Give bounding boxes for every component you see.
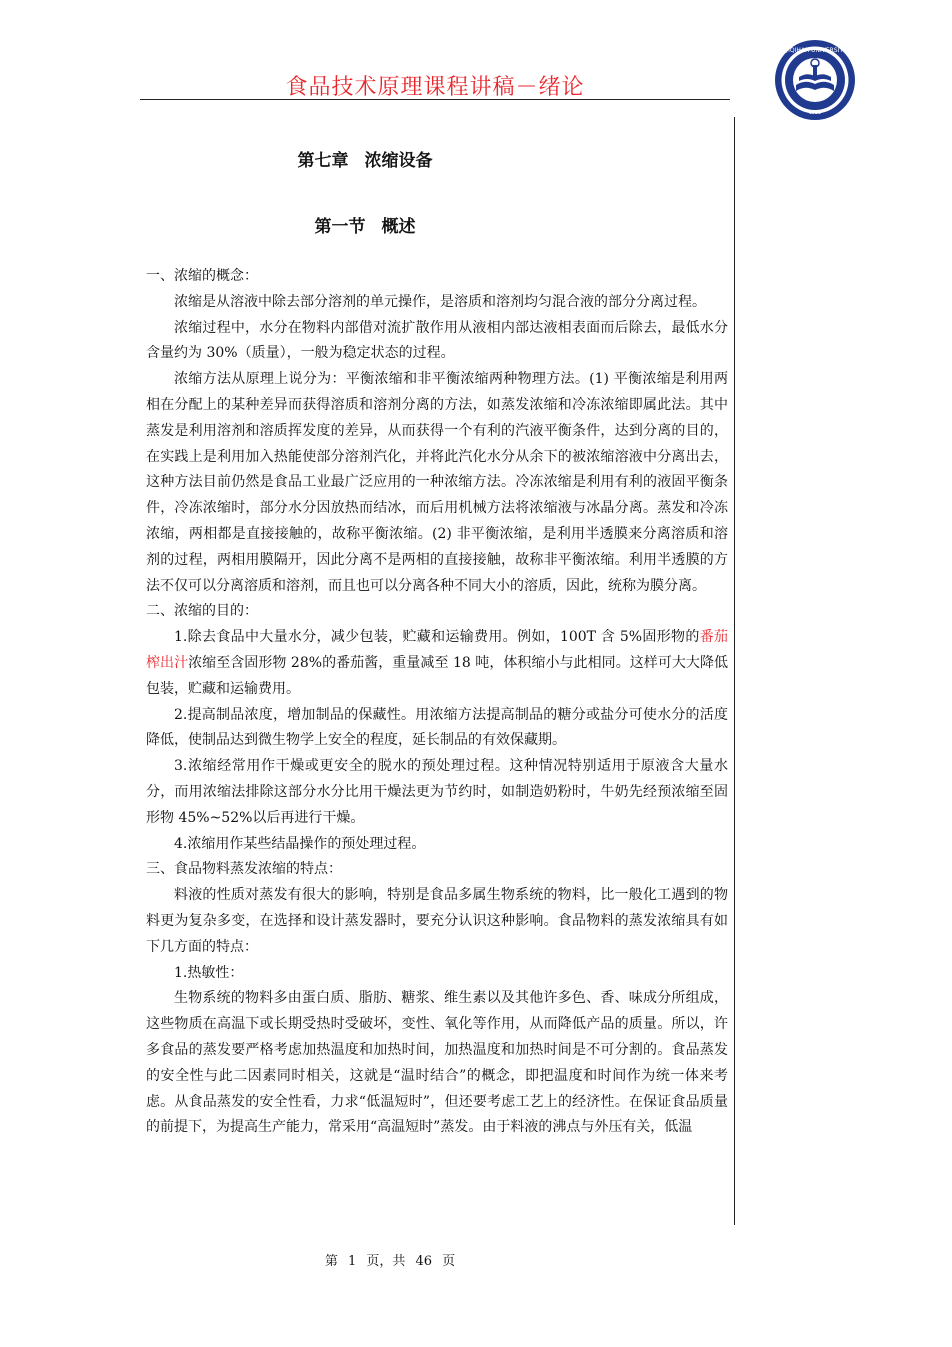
paragraph: 料液的性质对蒸发有很大的影响，特别是食品多属生物系统的物料，比一般化工遇到的物料更为复杂多变，在选择和设计蒸发器时，要充分认识这种影响。食品物料的蒸发浓缩具有如下几方面的特点： — [146, 887, 728, 955]
paragraph: 3.浓缩经常用作干燥或更安全的脱水的预处理过程。这种情况特别适用于原液含大量水分，而用浓缩法排除这部分水分比用干燥法更为节约时，如制造奶粉时，牛奶先经预浓缩至固形物 45%~52%以后再进行干燥。 — [146, 758, 728, 826]
highlighted-term: 番茄榨出汁 — [146, 629, 729, 671]
paragraph: 4.浓缩用作某些结晶操作的预处理过程。 — [174, 835, 426, 852]
paragraph: 生物系统的物料多由蛋白质、脂肪、糖浆、维生素以及其他许多色、香、味成分所组成，这些物质在高温下或长期受热时受破坏，变性、氧化等作用，从而降低产品的质量。所以，许多食品的蒸发要严格考虑加热温度和加热时间，加热温度和加热时间是不可分割的。食品蒸发的安全性与此二因素同时相关，这就是“温时结合”的概念，即把温度和时间作为统一体来考虑。从食品蒸发的安全性看，力求“低温短时”，但还要考虑工艺上的经济性。在保证食品质量的前提下，为提高生产能力，常采用“高温短时”蒸发。由于料液的沸点与外压有关，低温 — [146, 990, 728, 1136]
heading-concept: 一、浓缩的概念： — [146, 268, 258, 284]
page-footer: 第 1 页，共 46 页 — [324, 1254, 456, 1269]
header-divider — [140, 99, 730, 100]
section-title: 第一节 概述 — [314, 217, 416, 237]
heading-features: 三、食品物料蒸发浓缩的特点： — [146, 861, 342, 878]
paragraph: 1.热敏性： — [174, 964, 244, 981]
chapter-title: 第七章 浓缩设备 — [297, 151, 433, 171]
svg-text:1952: 1952 — [808, 110, 822, 116]
heading-purpose: 二、浓缩的目的： — [146, 603, 258, 620]
paragraph: 浓缩过程中，水分在物料内部借对流扩散作用从液相内部达液相表面而后除去，最低水分含量约为 30%（质量），一般为稳定状态的过程。 — [146, 319, 728, 362]
paragraph: 2.提高制品浓度，增加制品的保藏性。用浓缩方法提高制品的糖分或盐分可使水分的活度降低，使制品达到微生物学上安全的程度，延长制品的有效保藏期。 — [146, 706, 728, 749]
paragraph — [146, 625, 728, 702]
page-header-title: 食品技术原理课程讲稿－绪论 — [285, 75, 585, 100]
paragraph-text: 1.除去食品中大量水分，减少包装，贮藏和运输费用。例如，100T 含 5%固形物的 — [174, 629, 700, 646]
svg-text:QIQIHAR UNIVERSITY: QIQIHAR UNIVERSITY — [783, 47, 847, 54]
document-body — [146, 264, 728, 1141]
paragraph: 浓缩方法从原理上说分为：平衡浓缩和非平衡浓缩两种物理方法。(1) 平衡浓缩是利用两相在分配上的某种差异而获得溶质和溶剂分离的方法，如蒸发浓缩和冷冻浓缩即属此法。其中蒸发是利用溶剂和溶质挥发度的差异，从而获得一个有利的汽液平衡条件，达到分离的目的，在实践上是利用加入热能使部分溶剂汽化，并将此汽化水分从余下的被浓缩溶液中分离出去，这种方法目前仍然是食品工业最广泛应用的一种浓缩方法。冷冻浓缩是利用有利的液固平衡条件，冷冻浓缩时，部分水分因放热而结冰，而后用机械方法将浓缩液与冰晶分离。蒸发和冷冻浓缩，两相都是直接接触的，故称平衡浓缩。(2) 非平衡浓缩，是利用半透膜来分离溶质和溶剂的过程，两相用膜隔开，因此分离不是两相的直接接触，故称非平衡浓缩。利用半透膜的方法不仅可以分离溶质和溶剂，而且也可以分离各种不同大小的溶质，因此，统称为膜分离。 — [146, 371, 728, 594]
paragraph: 浓缩是从溶液中除去部分溶剂的单元操作，是溶质和溶剂均匀混合液的部分分离过程。 — [174, 293, 706, 310]
right-margin-rule — [734, 117, 735, 1225]
paragraph-text: 浓缩至含固形物 28%的番茄酱，重量减至 18 吨，体积缩小与此相同。这样可大大降低包装，贮藏和运输费用。 — [146, 654, 729, 697]
university-logo — [774, 39, 856, 121]
